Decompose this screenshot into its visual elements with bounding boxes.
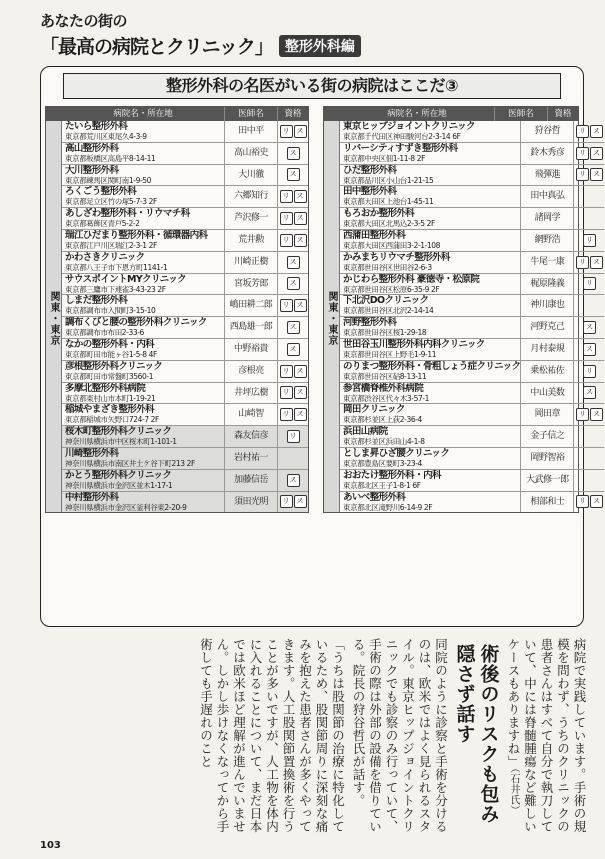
qualifications bbox=[277, 404, 308, 425]
qualifications bbox=[277, 121, 308, 142]
hospital-name: 西蒲田整形外科 bbox=[343, 229, 406, 241]
doctor-name: 六郷知行 bbox=[224, 186, 277, 207]
qualification-badge: ス bbox=[287, 147, 300, 160]
header-quals: 資格 bbox=[277, 107, 308, 121]
box-title: 整形外科の名医がいる街の病院はここだ③ bbox=[63, 73, 561, 99]
hospital-name: かみまちリウマチ整形外科 bbox=[343, 251, 450, 263]
hospital-address: 東京都北区滝野川6-14-9 2F bbox=[343, 502, 433, 512]
qualifications bbox=[573, 252, 604, 273]
hospital-cell bbox=[62, 492, 224, 513]
hospital-cell bbox=[62, 252, 224, 273]
qualification-badge: リ bbox=[280, 408, 293, 421]
article-para1 bbox=[505, 638, 588, 838]
article-para2 bbox=[350, 638, 449, 838]
qualifications bbox=[277, 383, 308, 404]
hospital-address: 東京都練馬区関町南1-9-50 bbox=[65, 175, 151, 185]
doctor-name: 牛尾一康 bbox=[520, 252, 573, 273]
qualification-badge: リ bbox=[576, 256, 589, 269]
doctor-name: 梶原隆義 bbox=[520, 274, 573, 295]
hospital-address: 東京都足立区竹の塚5-7-3 2F bbox=[65, 197, 157, 207]
doctor-name: 大川徹 bbox=[224, 165, 277, 186]
hospital-cell bbox=[340, 470, 520, 491]
table-row bbox=[340, 274, 604, 296]
article-body bbox=[17, 638, 587, 838]
hospital-name: 世田谷玉川整形外科内科クリニック bbox=[343, 338, 485, 350]
left-table bbox=[45, 106, 309, 513]
hospital-name: かわさきクリニック bbox=[65, 251, 145, 263]
hospital-address: 東京都三鷹市下連雀3-43-23 2F bbox=[65, 284, 166, 294]
doctor-name: 中野裕貴 bbox=[224, 339, 277, 360]
hospital-cell bbox=[340, 448, 520, 469]
hospital-address: 東京都杉並区上荻2-36-4 bbox=[343, 415, 422, 425]
qualifications bbox=[277, 230, 308, 251]
qualifications bbox=[277, 317, 308, 338]
hospital-cell bbox=[62, 165, 224, 186]
hospital-name: なかの整形外科・内科 bbox=[65, 338, 155, 350]
qualification-badge: ス bbox=[287, 256, 300, 269]
qualifications bbox=[573, 404, 604, 425]
hospital-name: かじわら整形外科 豪徳寺・松原院 bbox=[343, 273, 480, 285]
para3-text: 「うちは股関節の治療に特化しているため、股関節周りに深刻な痛みを抱えた患者さんが多くやってきます。人工股関節置換術を行うことが多いですが、人工物を体内に入れることについて、まだ日本では欧米ほど理解が進んでいません。しかし歩けなくなってから手術しても手遅れのこと bbox=[198, 638, 346, 833]
hospital-address: 神奈川県横浜市金沢区並木1-17-1 bbox=[65, 480, 173, 490]
hospital-address: 東京都世田谷区砧8-13-11 bbox=[343, 371, 427, 381]
hospital-cell bbox=[62, 230, 224, 251]
hospital-name: 下北沢DOクリニック bbox=[343, 295, 429, 307]
hospital-cell bbox=[62, 143, 224, 164]
qualifications bbox=[573, 470, 604, 491]
hospital-cell bbox=[340, 252, 520, 273]
table-row bbox=[62, 208, 308, 230]
hospital-name: サウスポイントMYクリニック bbox=[65, 273, 187, 285]
hospital-address: 東京都大田区北馬込2-3-5 2F bbox=[343, 219, 435, 229]
hospital-cell bbox=[340, 317, 520, 338]
qualification-badge: ス bbox=[287, 168, 300, 181]
table-row bbox=[62, 339, 308, 361]
hospital-cell bbox=[340, 492, 520, 513]
doctor-name: 嶋田耕二郎 bbox=[224, 295, 277, 316]
qualifications bbox=[277, 143, 308, 164]
table-row bbox=[340, 208, 604, 230]
qualification-badge: リ bbox=[576, 147, 589, 160]
page-number: 103 bbox=[40, 840, 61, 851]
header-doctor: 医師名 bbox=[494, 107, 547, 121]
qualification-badge: ス bbox=[590, 168, 603, 181]
doctor-name: 乗松祐佐 bbox=[520, 361, 573, 382]
doctor-name: 芦沢修一 bbox=[224, 208, 277, 229]
table-row bbox=[62, 121, 308, 143]
doctor-name: 森友信彦 bbox=[224, 426, 277, 447]
table-row bbox=[62, 383, 308, 405]
qualifications bbox=[277, 470, 308, 491]
hospital-address: 東京都北区王子1-8-1 6F bbox=[343, 480, 421, 490]
region-label: 関東・東京 bbox=[46, 121, 62, 512]
hospital-address: 東京都町田市能ヶ谷1-5-8 4F bbox=[65, 349, 157, 359]
right-table bbox=[323, 106, 600, 513]
qualifications bbox=[573, 121, 604, 142]
qualification-badge: リ bbox=[280, 495, 293, 508]
qualification-badge: ス bbox=[294, 408, 307, 421]
table-row bbox=[340, 383, 604, 405]
hospital-name: 東京ヒップジョイントクリニック bbox=[343, 121, 475, 132]
table-row bbox=[340, 361, 604, 383]
qualifications bbox=[277, 295, 308, 316]
header-title: 「最高の病院とクリニック」 bbox=[40, 36, 273, 58]
qualification-badge: ス bbox=[287, 474, 300, 487]
hospital-cell bbox=[340, 426, 520, 447]
table-row bbox=[340, 186, 604, 208]
doctor-name: 荒井勲 bbox=[224, 230, 277, 251]
qualifications bbox=[573, 186, 604, 207]
hospital-list-box bbox=[40, 66, 600, 627]
qualification-badge: ス bbox=[583, 386, 596, 399]
qualifications bbox=[277, 339, 308, 360]
hospital-name: 浜田山病院 bbox=[343, 426, 388, 438]
hospital-cell bbox=[62, 339, 224, 360]
doctor-name: 河野克己 bbox=[520, 317, 573, 338]
qualification-badge: ス bbox=[294, 125, 307, 138]
hospital-name: 大川整形外科 bbox=[65, 164, 119, 176]
hospital-address: 東京都中央区佃1-11-8 2F bbox=[343, 153, 426, 163]
hospital-name: あいべ整形外科 bbox=[343, 491, 406, 503]
qualification-badge: リ bbox=[280, 125, 293, 138]
qualifications bbox=[277, 252, 308, 273]
qualifications bbox=[573, 339, 604, 360]
hospital-address: 東京都調布市入間町3-15-10 bbox=[65, 306, 156, 316]
qualification-badge: リ bbox=[583, 365, 596, 378]
qualification-badge: ス bbox=[294, 495, 307, 508]
qualification-badge: リ bbox=[280, 190, 293, 203]
qualification-badge: リ bbox=[280, 365, 293, 378]
hospital-name: かとう整形外科クリニック bbox=[65, 469, 172, 481]
article-heading: 術後のリスクも包み隠さず話す bbox=[453, 644, 500, 824]
doctor-name: 高山裕史 bbox=[224, 143, 277, 164]
qualification-badge: リ bbox=[280, 234, 293, 247]
hospital-address: 東京都葛飾区青戸5-2-2 bbox=[65, 219, 140, 229]
doctor-name: 川崎正樹 bbox=[224, 252, 277, 273]
left-rows bbox=[62, 121, 308, 512]
table-row bbox=[340, 448, 604, 470]
hospital-address: 東京都東村山市本町1-19-21 bbox=[65, 393, 156, 403]
doctor-name: 田中平 bbox=[224, 121, 277, 142]
header-tag: 整形外科編 bbox=[279, 35, 361, 57]
qualifications bbox=[573, 361, 604, 382]
qualification-badge: リ bbox=[576, 125, 589, 138]
table-row bbox=[62, 295, 308, 317]
qualifications bbox=[573, 317, 604, 338]
qualification-badge: ス bbox=[294, 212, 307, 225]
hospital-cell bbox=[62, 361, 224, 382]
hospital-name: 調布くびと腰の整形外科クリニック bbox=[65, 317, 207, 329]
hospital-cell bbox=[62, 470, 224, 491]
qualification-badge: ス bbox=[294, 190, 307, 203]
table-row bbox=[62, 252, 308, 274]
hospital-name: 瑞江ひだまり整形外科・循環器内科 bbox=[65, 229, 208, 241]
qualification-badge: ス bbox=[583, 321, 596, 334]
para1-text: 病院で実践しています。手術の規模を問わず、うちのクリニックの患者さんはすべて自分で執刀していて、中には脊髄腫瘍など難しいケースもありますね」 bbox=[506, 638, 587, 833]
hospital-cell bbox=[340, 383, 520, 404]
hospital-address: 東京都世田谷区上野毛1-9-11 bbox=[343, 349, 437, 359]
header-hospital: 病院名・所在地 bbox=[387, 109, 447, 119]
table-row bbox=[62, 361, 308, 383]
doctor-name: 田中真弘 bbox=[520, 186, 573, 207]
hospital-cell bbox=[62, 317, 224, 338]
qualifications bbox=[573, 143, 604, 164]
table-row bbox=[62, 448, 308, 470]
hospital-address: 東京都品川区小山台1-21-15 bbox=[343, 175, 434, 185]
table-row bbox=[62, 492, 308, 513]
article-para3 bbox=[197, 638, 346, 838]
doctor-name: 鈴木秀彦 bbox=[520, 143, 573, 164]
header-line1: あなたの街の bbox=[40, 12, 128, 30]
qualification-badge: リ bbox=[576, 168, 589, 181]
qualifications bbox=[573, 208, 604, 229]
hospital-cell bbox=[340, 121, 520, 142]
hospital-cell bbox=[62, 274, 224, 295]
hospital-name: ろくごう整形外科 bbox=[65, 186, 137, 198]
qualification-badge: ス bbox=[590, 256, 603, 269]
hospital-address: 東京都稲城市矢野口724-7 2F bbox=[65, 415, 159, 425]
qualification-badge: ス bbox=[583, 343, 596, 356]
hospital-address: 東京都大田区西蒲田3-2-1-108 bbox=[343, 240, 441, 250]
doctor-name: 諸岡学 bbox=[520, 208, 573, 229]
table-row bbox=[62, 165, 308, 187]
qualification-badge: ス bbox=[590, 408, 603, 421]
para2-text: 同院のように診察と手術を分けるのは、欧米ではよく見られるスタイル。東京ヒップジョイントクリニックでも診察のみ行っていて、手術の際は外部の設備を借りている。院長の狩谷哲氏が話す。 bbox=[351, 638, 449, 833]
doctor-name: 岡野智裕 bbox=[520, 448, 573, 469]
doctor-name: 彦根亮 bbox=[224, 361, 277, 382]
table-row bbox=[340, 470, 604, 492]
hospital-cell bbox=[340, 339, 520, 360]
hospital-address: 東京都豊島区要町3-23-4 bbox=[343, 458, 422, 468]
hospital-name: 高山整形外科 bbox=[65, 142, 119, 154]
hospital-name: 田中整形外科 bbox=[343, 186, 397, 198]
table-row bbox=[62, 274, 308, 296]
qualifications bbox=[573, 230, 604, 251]
hospital-address: 東京都板橋区高島平8-14-11 bbox=[65, 153, 156, 163]
doctor-name: 相部和士 bbox=[520, 492, 573, 513]
doctor-name: 神川康也 bbox=[520, 295, 573, 316]
hospital-name: としま昇ひざ腰クリニック bbox=[343, 447, 450, 459]
table-row bbox=[62, 230, 308, 252]
hospital-cell bbox=[340, 143, 520, 164]
qualifications bbox=[573, 492, 604, 513]
hospital-name: ひだ整形外科 bbox=[343, 164, 397, 176]
hospital-name: 参宮橋脊椎外科病院 bbox=[343, 382, 424, 394]
table-row bbox=[62, 317, 308, 339]
qualification-badge: ス bbox=[294, 386, 307, 399]
qualifications bbox=[277, 186, 308, 207]
table-row bbox=[340, 121, 604, 143]
qualifications bbox=[277, 208, 308, 229]
header-quals: 資格 bbox=[547, 107, 578, 121]
qualifications bbox=[277, 426, 308, 447]
qualification-badge: ス bbox=[294, 299, 307, 312]
qualifications bbox=[573, 274, 604, 295]
hospital-cell bbox=[340, 274, 520, 295]
attribution: （石井氏） bbox=[508, 768, 519, 816]
table-row bbox=[62, 426, 308, 448]
table-row bbox=[62, 186, 308, 208]
hospital-address: 東京都世田谷区松原6-35-9 2F bbox=[343, 284, 440, 294]
hospital-name: 多摩北整形外科病院 bbox=[65, 382, 146, 394]
hospital-name: 岡田クリニック bbox=[343, 404, 405, 416]
qualification-badge: リ bbox=[583, 234, 596, 247]
doctor-name: 網野浩 bbox=[520, 230, 573, 251]
qualification-badge: ス bbox=[590, 147, 603, 160]
hospital-address: 神奈川県横浜市南区井土ケ谷下町213 2F bbox=[65, 458, 195, 468]
hospital-address: 東京都杉並区浜田山4-1-8 bbox=[343, 437, 425, 447]
doctor-name: 月村泰規 bbox=[520, 339, 573, 360]
table-row bbox=[340, 492, 604, 513]
region-label: 関東・東京 bbox=[324, 121, 340, 512]
hospital-cell bbox=[62, 186, 224, 207]
doctor-name: 須田光明 bbox=[224, 492, 277, 513]
qualification-badge: ス bbox=[287, 321, 300, 334]
hospital-address: 東京都渋谷区代々木3-57-1 bbox=[343, 393, 429, 403]
qualification-badge: ス bbox=[590, 125, 603, 138]
qualification-badge: リ bbox=[576, 408, 589, 421]
header-line2 bbox=[40, 32, 361, 59]
hospital-cell bbox=[62, 383, 224, 404]
hospital-address: 東京都調布市布田2-33-6 bbox=[65, 328, 144, 338]
qualifications bbox=[277, 165, 308, 186]
hospital-name: 中村整形外科 bbox=[65, 491, 119, 503]
table-row bbox=[340, 404, 604, 426]
table-header bbox=[46, 107, 308, 121]
hospital-address: 神奈川県横浜市中区桜木町1-101-1 bbox=[65, 437, 177, 447]
hospital-name: もろおか整形外科 bbox=[343, 208, 415, 220]
hospital-cell bbox=[62, 448, 224, 469]
hospital-address: 東京都世田谷区世田谷2-6-3 bbox=[343, 262, 432, 272]
hospital-name: 稲城やまざき整形外科 bbox=[65, 404, 155, 416]
qualification-badge: ス bbox=[294, 365, 307, 378]
qualification-badge: ス bbox=[294, 234, 307, 247]
table-row bbox=[340, 165, 604, 187]
table-row bbox=[340, 252, 604, 274]
hospital-cell bbox=[340, 295, 520, 316]
hospital-name: しまだ整形外科 bbox=[65, 295, 128, 307]
qualifications bbox=[277, 448, 308, 469]
hospital-cell bbox=[340, 230, 520, 251]
hospital-cell bbox=[340, 186, 520, 207]
hospital-name: 河野整形外科 bbox=[343, 317, 397, 329]
qualifications bbox=[277, 361, 308, 382]
hospital-address: 東京都世田谷区桜1-29-18 bbox=[343, 328, 427, 338]
qualifications bbox=[277, 492, 308, 513]
table-row bbox=[340, 230, 604, 252]
qualification-badge: リ bbox=[287, 430, 300, 443]
hospital-name: おおたけ整形外科・内科 bbox=[343, 469, 441, 481]
doctor-name: 飛彈進 bbox=[520, 165, 573, 186]
doctor-name: 加藤信岳 bbox=[224, 470, 277, 491]
right-rows bbox=[340, 121, 604, 512]
hospital-cell bbox=[340, 404, 520, 425]
hospital-address: 東京都大田区上池台1-45-11 bbox=[343, 197, 434, 207]
qualifications bbox=[573, 295, 604, 316]
hospital-name: 川崎整形外科 bbox=[65, 447, 119, 459]
qualifications bbox=[573, 426, 604, 447]
header-hospital: 病院名・所在地 bbox=[113, 109, 173, 119]
qualifications bbox=[573, 165, 604, 186]
doctor-name: 山崎智 bbox=[224, 404, 277, 425]
doctor-name: 岩村祐一 bbox=[224, 448, 277, 469]
qualification-badge: リ bbox=[280, 299, 293, 312]
table-row bbox=[340, 339, 604, 361]
qualification-badge: リ bbox=[583, 277, 596, 290]
table-header bbox=[324, 107, 578, 121]
qualification-badge: リ bbox=[576, 495, 589, 508]
hospital-cell bbox=[62, 404, 224, 425]
page-header bbox=[40, 10, 361, 59]
qualification-badge: リ bbox=[280, 212, 293, 225]
hospital-address: 神奈川県横浜市金沢区釜利谷東2-20-9 bbox=[65, 502, 187, 512]
hospital-cell bbox=[340, 361, 520, 382]
hospital-address: 東京都江戸川区瑞江2-3-1 2F bbox=[65, 240, 157, 250]
hospital-address: 東京都荒川区東尾久4-3-9 bbox=[65, 132, 147, 141]
hospital-cell bbox=[340, 208, 520, 229]
doctor-name: 岡田章 bbox=[520, 404, 573, 425]
doctor-name: 宮坂芳郎 bbox=[224, 274, 277, 295]
qualifications bbox=[573, 448, 604, 469]
hospital-name: あしざわ整形外科・リウマチ科 bbox=[65, 208, 190, 220]
table-row bbox=[340, 317, 604, 339]
hospital-name: リバーシティすずき整形外科 bbox=[343, 142, 458, 154]
hospital-name: たいら整形外科 bbox=[65, 121, 128, 132]
hospital-address: 東京都千代田区神田駿河台2-3-14 6F bbox=[343, 132, 461, 141]
table-row bbox=[62, 470, 308, 492]
header-doctor: 医師名 bbox=[224, 107, 277, 121]
qualification-badge: ス bbox=[287, 343, 300, 356]
doctor-name: 中山美数 bbox=[520, 383, 573, 404]
hospital-name: のりまつ整形外科・骨粗しょう症クリニック bbox=[343, 360, 521, 372]
doctor-name: 金子信之 bbox=[520, 426, 573, 447]
doctor-name: 狩谷哲 bbox=[520, 121, 573, 142]
doctor-name: 西島雄一郎 bbox=[224, 317, 277, 338]
qualifications bbox=[277, 274, 308, 295]
hospital-address: 東京都世田谷区北沢2-14-14 bbox=[343, 306, 434, 316]
doctor-name: 大武修一郎 bbox=[520, 470, 573, 491]
hospital-address: 東京都町田市常盤町3560-1 bbox=[65, 371, 154, 381]
hospital-cell bbox=[62, 121, 224, 142]
qualification-badge: ス bbox=[287, 277, 300, 290]
doctor-name: 井坪広樹 bbox=[224, 383, 277, 404]
hospital-name: 彦根整形外科クリニック bbox=[65, 360, 163, 372]
qualification-badge: リ bbox=[280, 386, 293, 399]
table-row bbox=[340, 295, 604, 317]
table-row bbox=[340, 143, 604, 165]
table-row bbox=[340, 426, 604, 448]
table-row bbox=[62, 143, 308, 165]
qualification-badge: ス bbox=[590, 495, 603, 508]
qualifications bbox=[573, 383, 604, 404]
hospital-cell bbox=[62, 208, 224, 229]
hospital-name: 桜木町整形外科クリニック bbox=[65, 426, 172, 438]
hospital-address: 東京都八王子市下恩方町1141-1 bbox=[65, 262, 168, 272]
hospital-cell bbox=[62, 295, 224, 316]
table-row bbox=[62, 404, 308, 426]
hospital-cell bbox=[340, 165, 520, 186]
hospital-cell bbox=[62, 426, 224, 447]
